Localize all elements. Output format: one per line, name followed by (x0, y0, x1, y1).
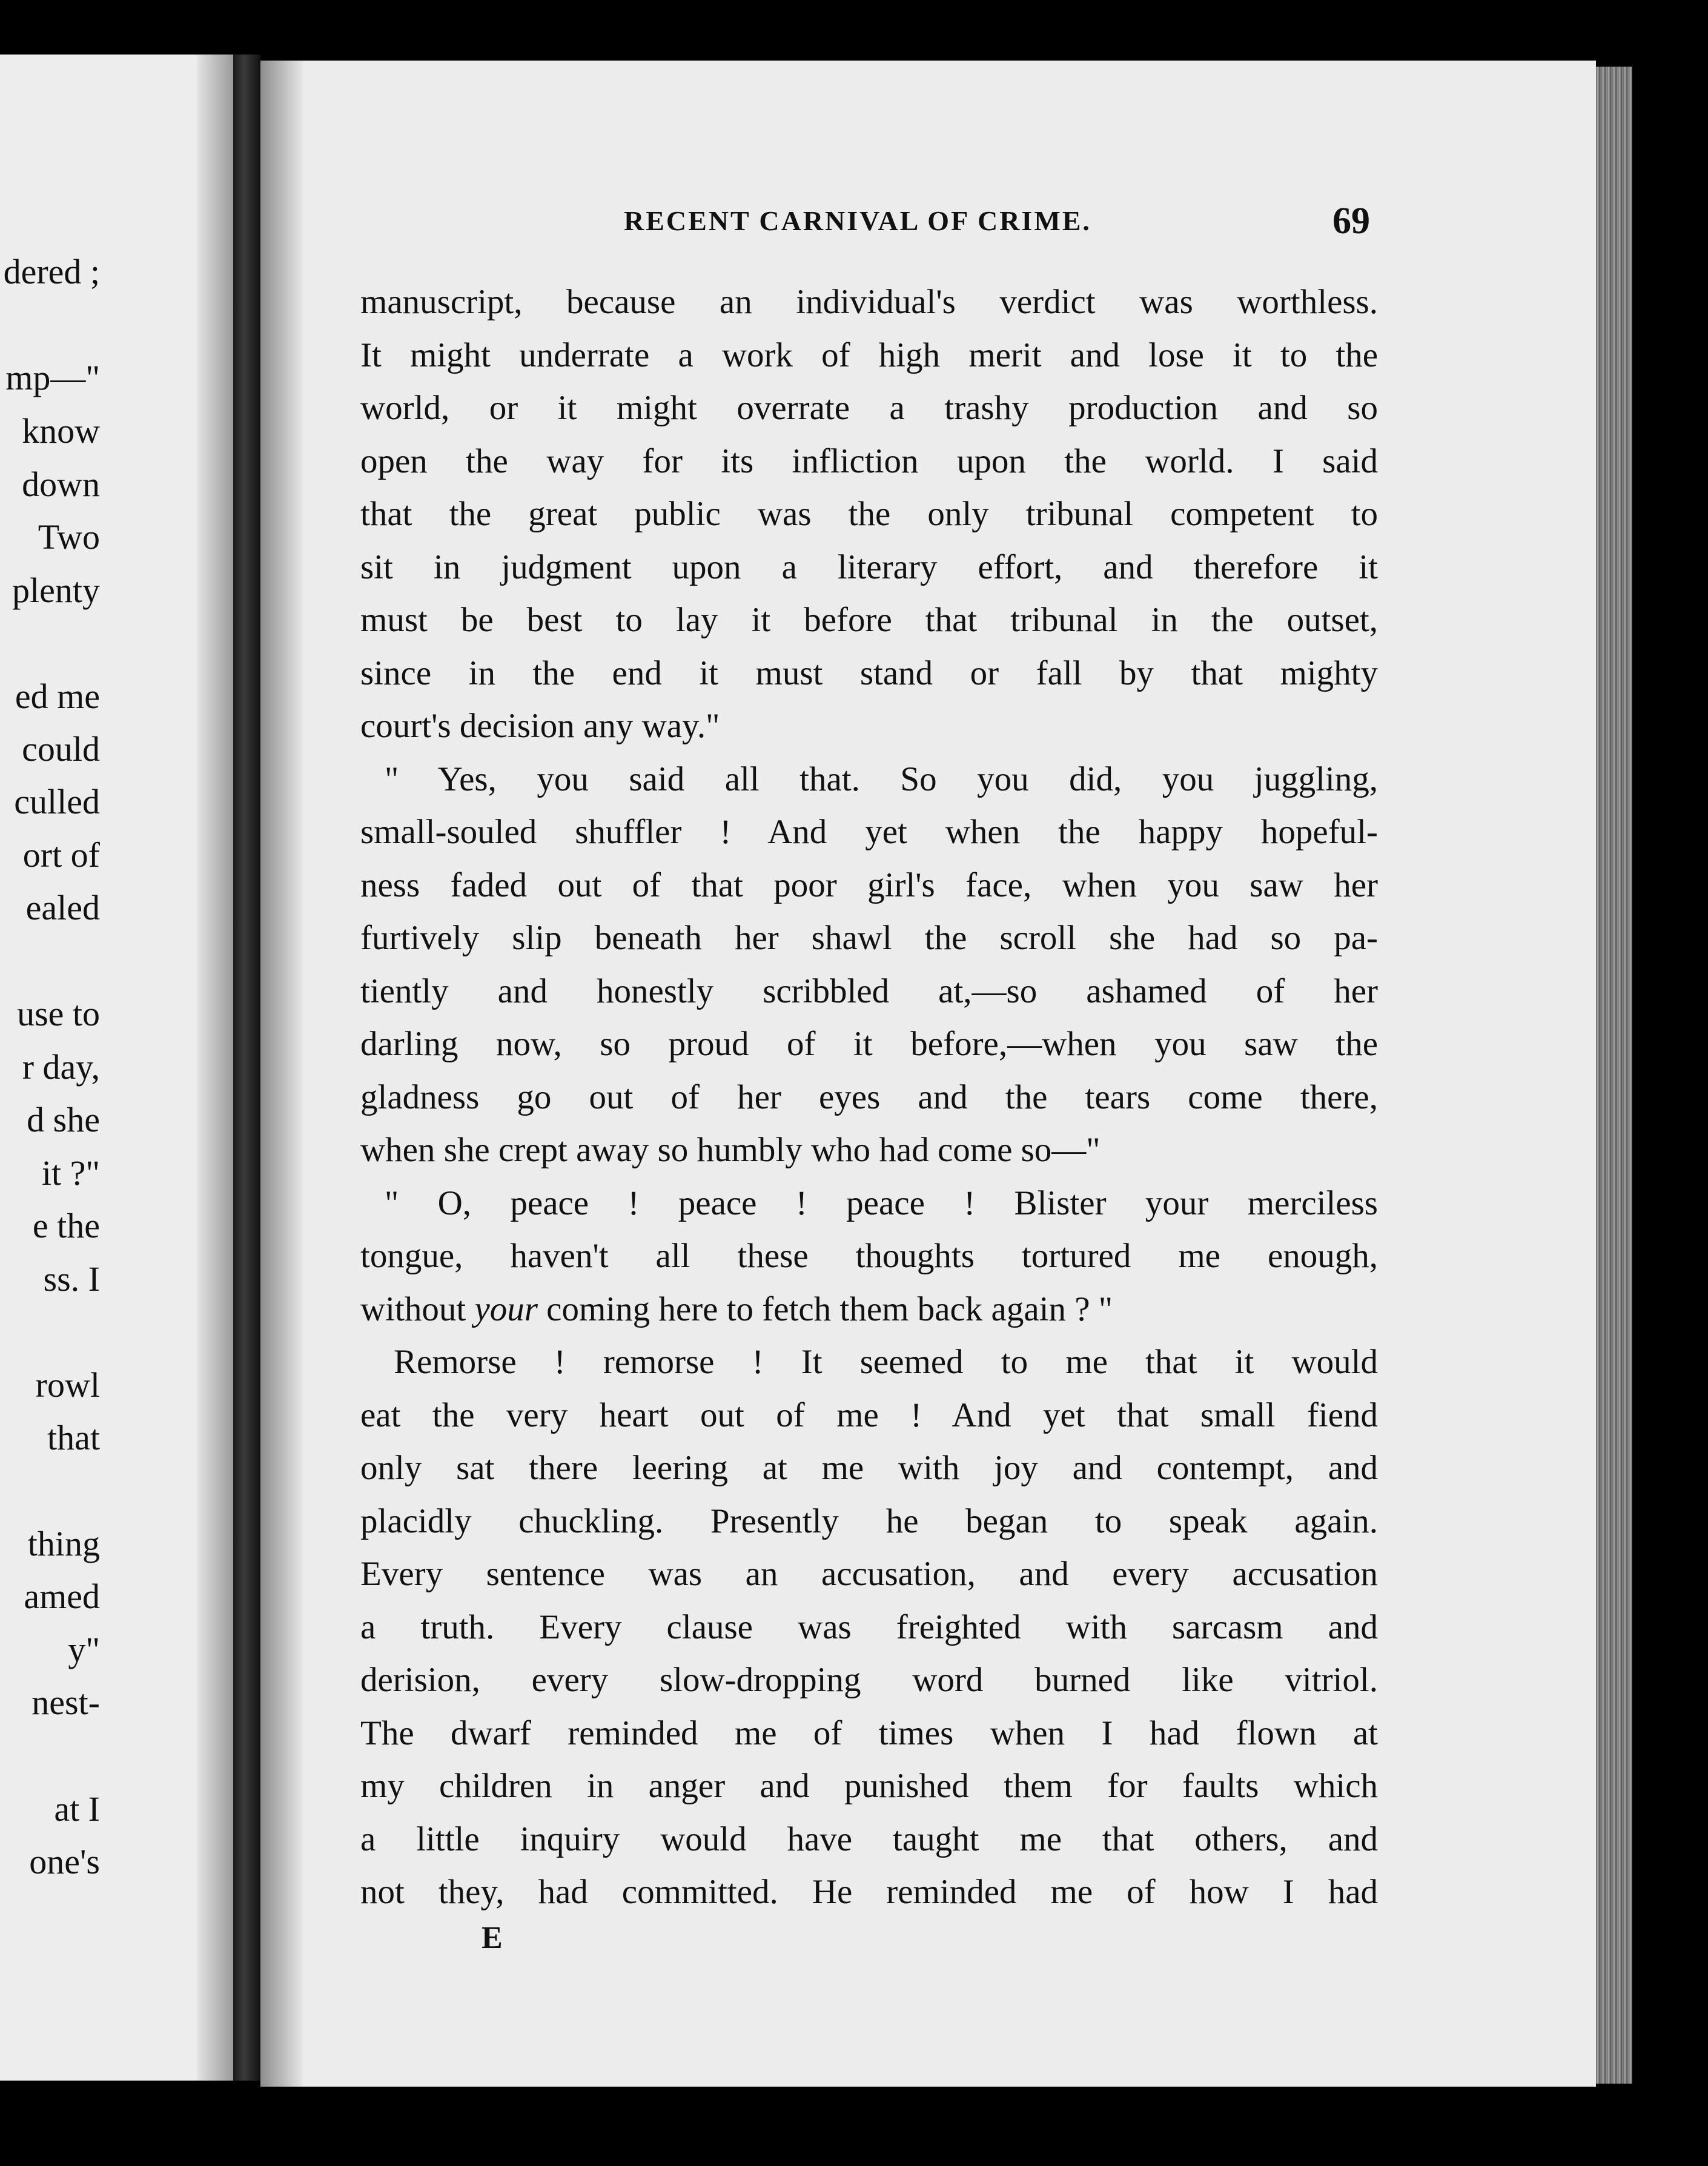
page-number: 69 (1332, 200, 1370, 242)
text-line: Remorse ! remorse ! It seemed to me that it would (394, 1343, 1378, 1381)
left-page (0, 55, 233, 2081)
page-edges (1596, 67, 1632, 2084)
text-line: my children in anger and punished them for faults which (360, 1767, 1378, 1805)
text-line: furtively slip beneath her shawl the scroll she had so pa- (360, 919, 1378, 957)
left-fragment: one's (29, 1842, 100, 1881)
left-fragment: thing (27, 1524, 100, 1563)
text-line: not they, had committed. He reminded me of how I had (360, 1873, 1378, 1911)
left-fragment: r day, (22, 1047, 100, 1087)
text-line: tiently and honestly scribbled at,—so ashamed of her (360, 972, 1378, 1010)
text-line: when she crept away so humbly who had come so—" (360, 1131, 1101, 1169)
left-fragment: dered ; (3, 252, 100, 291)
left-fragment: that (47, 1418, 100, 1457)
left-fragment: Two (38, 517, 100, 557)
book-spine (233, 55, 260, 2081)
text-line: darling now, so proud of it before,—when you saw the (360, 1025, 1378, 1063)
running-head: RECENT CARNIVAL OF CRIME. (624, 205, 1091, 236)
left-fragment: plenty (12, 571, 100, 610)
left-fragment: amed (24, 1577, 100, 1616)
right-gutter-shadow (260, 61, 303, 2087)
signature-mark: E (482, 1921, 503, 1955)
left-fragment: could (22, 729, 100, 769)
body-text (360, 276, 1378, 1919)
text-line: court's decision any way." (360, 707, 720, 745)
text-line: It might underrate a work of high merit and lose it to the (360, 336, 1378, 374)
text-line: The dwarf reminded me of times when I had flown at (360, 1714, 1378, 1752)
text-line: a truth. Every clause was freighted with sarcasm and (360, 1608, 1378, 1646)
left-fragment: mp—" (5, 358, 100, 397)
text-segment: coming here to fetch them back again ? " (537, 1290, 1113, 1328)
text-line: sit in judgment upon a literary effort, and therefore it (360, 548, 1378, 586)
text-line: world, or it might overrate a trashy production and so (360, 389, 1378, 427)
left-fragment: ort of (22, 835, 100, 875)
left-fragment: y" (68, 1630, 100, 1669)
text-line: manuscript, because an individual's verdict was worthless. (360, 283, 1378, 321)
left-gutter-shadow (197, 55, 233, 2081)
left-fragment: down (22, 465, 100, 504)
text-line: " Yes, you said all that. So you did, you juggling, (385, 760, 1378, 798)
text-line: Every sentence was an accusation, and every accusation (360, 1555, 1378, 1593)
left-fragment: ss. I (43, 1259, 100, 1299)
text-line: tongue, haven't all these thoughts tortured me enough, (360, 1237, 1378, 1275)
emphasis-word: your (474, 1290, 538, 1328)
left-fragment: it ?" (41, 1153, 100, 1193)
left-fragment: ealed (25, 888, 100, 927)
left-fragment: d she (27, 1100, 100, 1139)
left-fragment: ed me (15, 677, 100, 716)
left-fragment: e the (32, 1206, 100, 1245)
text-line: that the great public was the only tribunal competent to (360, 495, 1378, 533)
text-line: open the way for its infliction upon the world. I said (360, 442, 1378, 480)
text-line: must be best to lay it before that tribunal in the outset, (360, 601, 1378, 639)
text-line: only sat there leering at me with joy and contempt, and (360, 1449, 1378, 1487)
text-line: ness faded out of that poor girl's face, when you saw her (360, 866, 1378, 904)
left-fragment: know (22, 411, 100, 451)
text-line: derision, every slow-dropping word burned like vitriol. (360, 1661, 1378, 1699)
text-line: " O, peace ! peace ! peace ! Blister your merciless (385, 1184, 1378, 1222)
left-fragment: at I (54, 1789, 100, 1829)
text-line (360, 1283, 1378, 1336)
left-fragment: nest- (31, 1683, 100, 1722)
text-line: small-souled shuffler ! And yet when the happy hopeful- (360, 813, 1378, 851)
text-segment: without (360, 1290, 475, 1328)
text-line: a little inquiry would have taught me that others, and (360, 1820, 1378, 1858)
left-fragment: culled (14, 782, 100, 821)
left-fragment: rowl (35, 1365, 100, 1405)
text-line: since in the end it must stand or fall by that mighty (360, 654, 1378, 692)
left-fragment: use to (17, 994, 100, 1033)
text-line: gladness go out of her eyes and the tears come there, (360, 1078, 1378, 1116)
text-line: eat the very heart out of me ! And yet that small fiend (360, 1396, 1378, 1434)
text-line: placidly chuckling. Presently he began to speak again. (360, 1502, 1378, 1540)
